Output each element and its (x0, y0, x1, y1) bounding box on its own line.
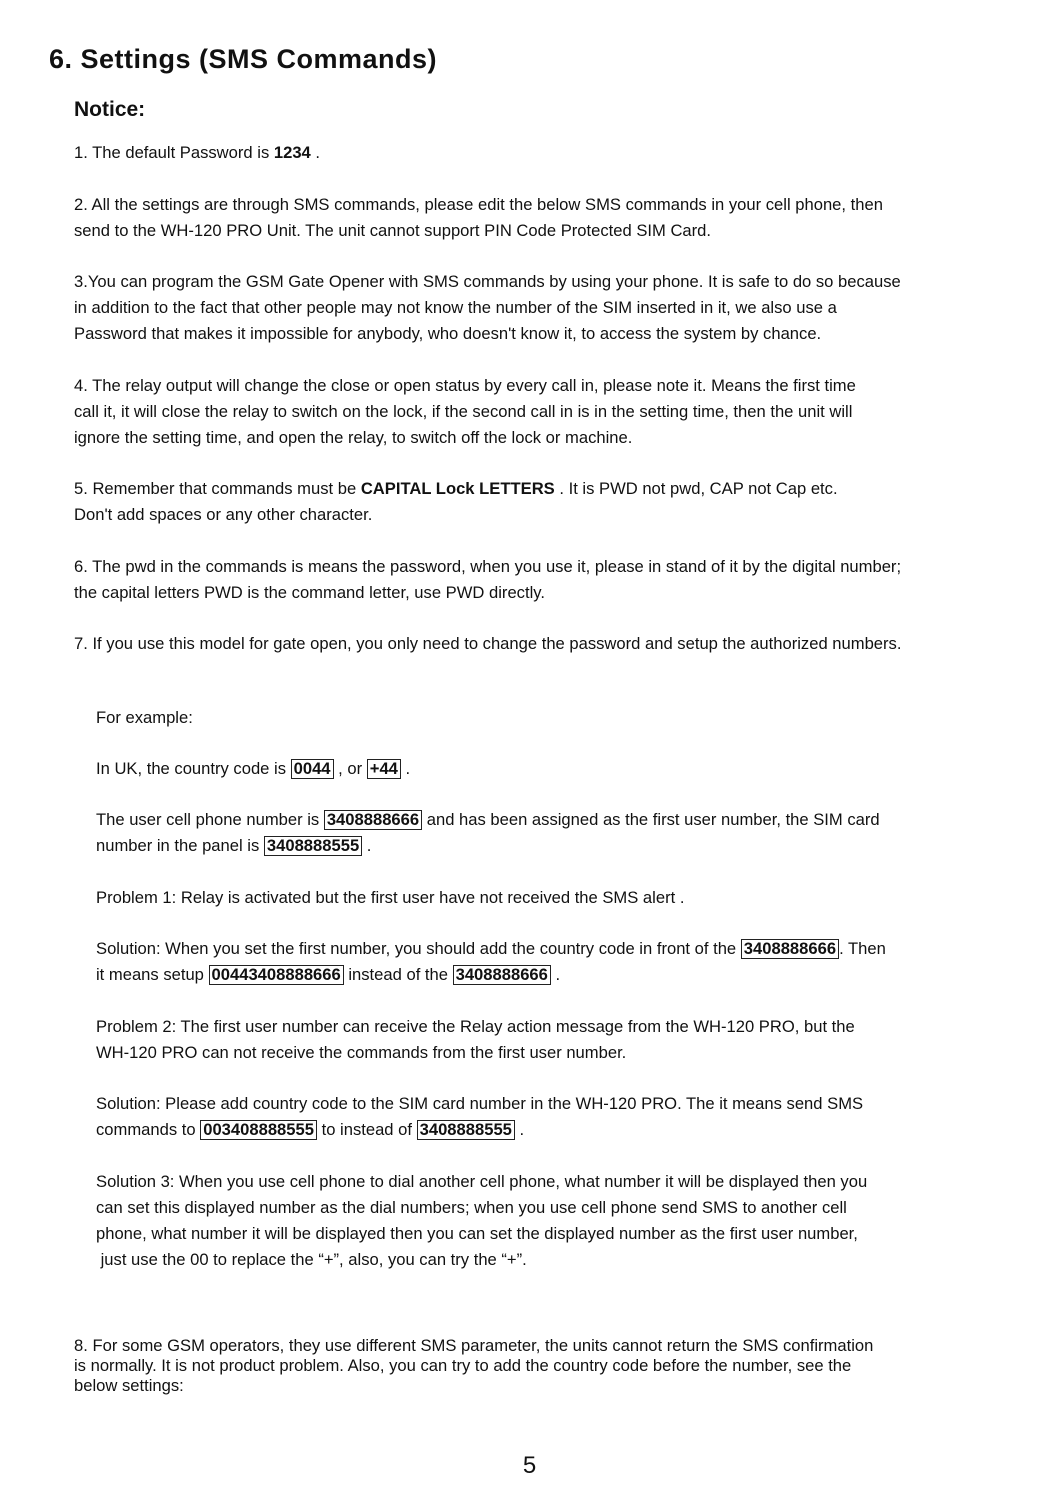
solution-2-line-1: Solution: Please add country code to the SIM card number in the WH-120 PRO. The it means send SMS (96, 1094, 864, 1113)
solution-2-end: . (514, 1120, 525, 1139)
notice-6-line-2: the capital letters PWD is the command letter, use PWD directly. (74, 583, 545, 602)
notice-item-8 (74, 1336, 873, 1396)
notice-4-line-1: 4. The relay output will change the close or open status by every call in, please note it. Means the first time (74, 376, 856, 395)
notice-heading: Notice: (74, 98, 146, 121)
notice-5-line-2: Don't add spaces or any other character. (74, 505, 373, 524)
solution-3-line-2: can set this displayed number as the dial numbers; when you use cell phone send SMS to another cell (96, 1198, 847, 1217)
problem-1: Problem 1: Relay is activated but the first user have not received the SMS alert . (96, 888, 685, 907)
country-code-0044-box: 0044 (291, 759, 334, 779)
solution-1-setup-text: it means setup (96, 965, 209, 984)
solution-1-old-number-box: 3408888666 (453, 965, 551, 985)
notice-item-1 (74, 140, 320, 166)
country-code-plus44-box: +44 (367, 759, 401, 779)
notice-8-line-3: below settings: (74, 1376, 184, 1395)
notice-4-line-3: ignore the setting time, and open the relay, to switch off the lock or machine. (74, 428, 633, 447)
capital-letters-emphasis: CAPITAL Lock LETTERS (360, 479, 555, 498)
solution-1-number-box: 3408888666 (741, 939, 839, 959)
notice-4-line-2: call it, it will close the relay to switch on the lock, if the second call in is in the setting time, then the unit will (74, 402, 853, 421)
notice-item-2 (74, 192, 883, 244)
problem-2 (96, 1014, 855, 1066)
section-title: 6. Settings (SMS Commands) (49, 44, 438, 74)
notice-2-line-2: send to the WH-120 PRO Unit. The unit cannot support PIN Code Protected SIM Card. (74, 221, 712, 240)
solution-2-new-number-box: 003408888555 (200, 1120, 317, 1140)
solution-2 (96, 1091, 863, 1143)
solution-3-line-3: phone, what number it will be displayed then you can set the displayed number as the first user number, (96, 1224, 858, 1243)
solution-1-instead-text: instead of the (343, 965, 453, 984)
notice-5-text: 5. Remember that commands must be (74, 479, 361, 498)
solution-2-commands-text: commands to (96, 1120, 201, 1139)
user-number-text-2: and has been assigned as the first user number, the SIM card (422, 810, 880, 829)
user-number-box: 3408888666 (324, 810, 422, 830)
solution-1-then: . Then (839, 939, 886, 958)
notice-item-7: 7. If you use this model for gate open, you only need to change the password and setup the authorized numbers. (74, 634, 902, 653)
panel-number-end: . (362, 836, 372, 855)
example-user-number (96, 807, 880, 859)
solution-1-full-number-box: 00443408888666 (209, 965, 344, 985)
country-code-text: In UK, the country code is (96, 759, 291, 778)
notice-8-line-1: 8. For some GSM operators, they use different SMS parameter, the units cannot return the SMS confirmation (74, 1336, 874, 1355)
notice-3-line-1: 3.You can program the GSM Gate Opener with SMS commands by using your phone. It is safe to do so because (74, 272, 901, 291)
notice-1-end: . (310, 143, 321, 162)
country-code-or: , or (333, 759, 367, 778)
notice-item-4 (74, 373, 856, 451)
notice-item-6 (74, 554, 901, 606)
panel-number-text: number in the panel is (96, 836, 264, 855)
user-number-text: The user cell phone number is (96, 810, 324, 829)
notice-6-line-1: 6. The pwd in the commands is means the password, when you use it, please in stand of it by the digital number; (74, 557, 902, 576)
notice-item-3 (74, 269, 901, 347)
solution-3-line-4: just use the 00 to replace the “+”, also, you can try the “+”. (96, 1250, 527, 1269)
solution-3 (96, 1169, 867, 1273)
page-number: 5 (522, 1452, 537, 1479)
problem-2-line-1: Problem 2: The first user number can receive the Relay action message from the WH-120 PRO, but the (96, 1017, 855, 1036)
notice-3-line-3: Password that makes it impossible for anybody, who doesn't know it, to access the system by chance. (74, 324, 822, 343)
country-code-end: . (400, 759, 411, 778)
example-intro: For example: (96, 708, 193, 727)
notice-item-5 (74, 476, 838, 528)
solution-2-instead-text: to instead of (316, 1120, 417, 1139)
example-country-code (96, 756, 410, 782)
notice-8-line-2: is normally. It is not product problem. Also, you can try to add the country code before the number, see the (74, 1356, 852, 1375)
notice-2-line-1: 2. All the settings are through SMS commands, please edit the below SMS commands in your cell phone, then (74, 195, 883, 214)
solution-3-line-1: Solution 3: When you use cell phone to dial another cell phone, what number it will be displayed then you (96, 1172, 868, 1191)
solution-1-text: Solution: When you set the first number, you should add the country code in front of the (96, 939, 741, 958)
notice-1-text: 1. The default Password is (74, 143, 274, 162)
solution-2-old-number-box: 3408888555 (417, 1120, 515, 1140)
notice-5-text-end: . It is PWD not pwd, CAP not Cap etc. (554, 479, 838, 498)
problem-2-line-2: WH-120 PRO can not receive the commands from the first user number. (96, 1043, 627, 1062)
default-password: 1234 (273, 143, 311, 162)
notice-3-line-2: in addition to the fact that other people may not know the number of the SIM inserted in it, we also use a (74, 298, 837, 317)
panel-number-box: 3408888555 (264, 836, 362, 856)
solution-1 (96, 936, 886, 988)
solution-1-end: . (550, 965, 561, 984)
